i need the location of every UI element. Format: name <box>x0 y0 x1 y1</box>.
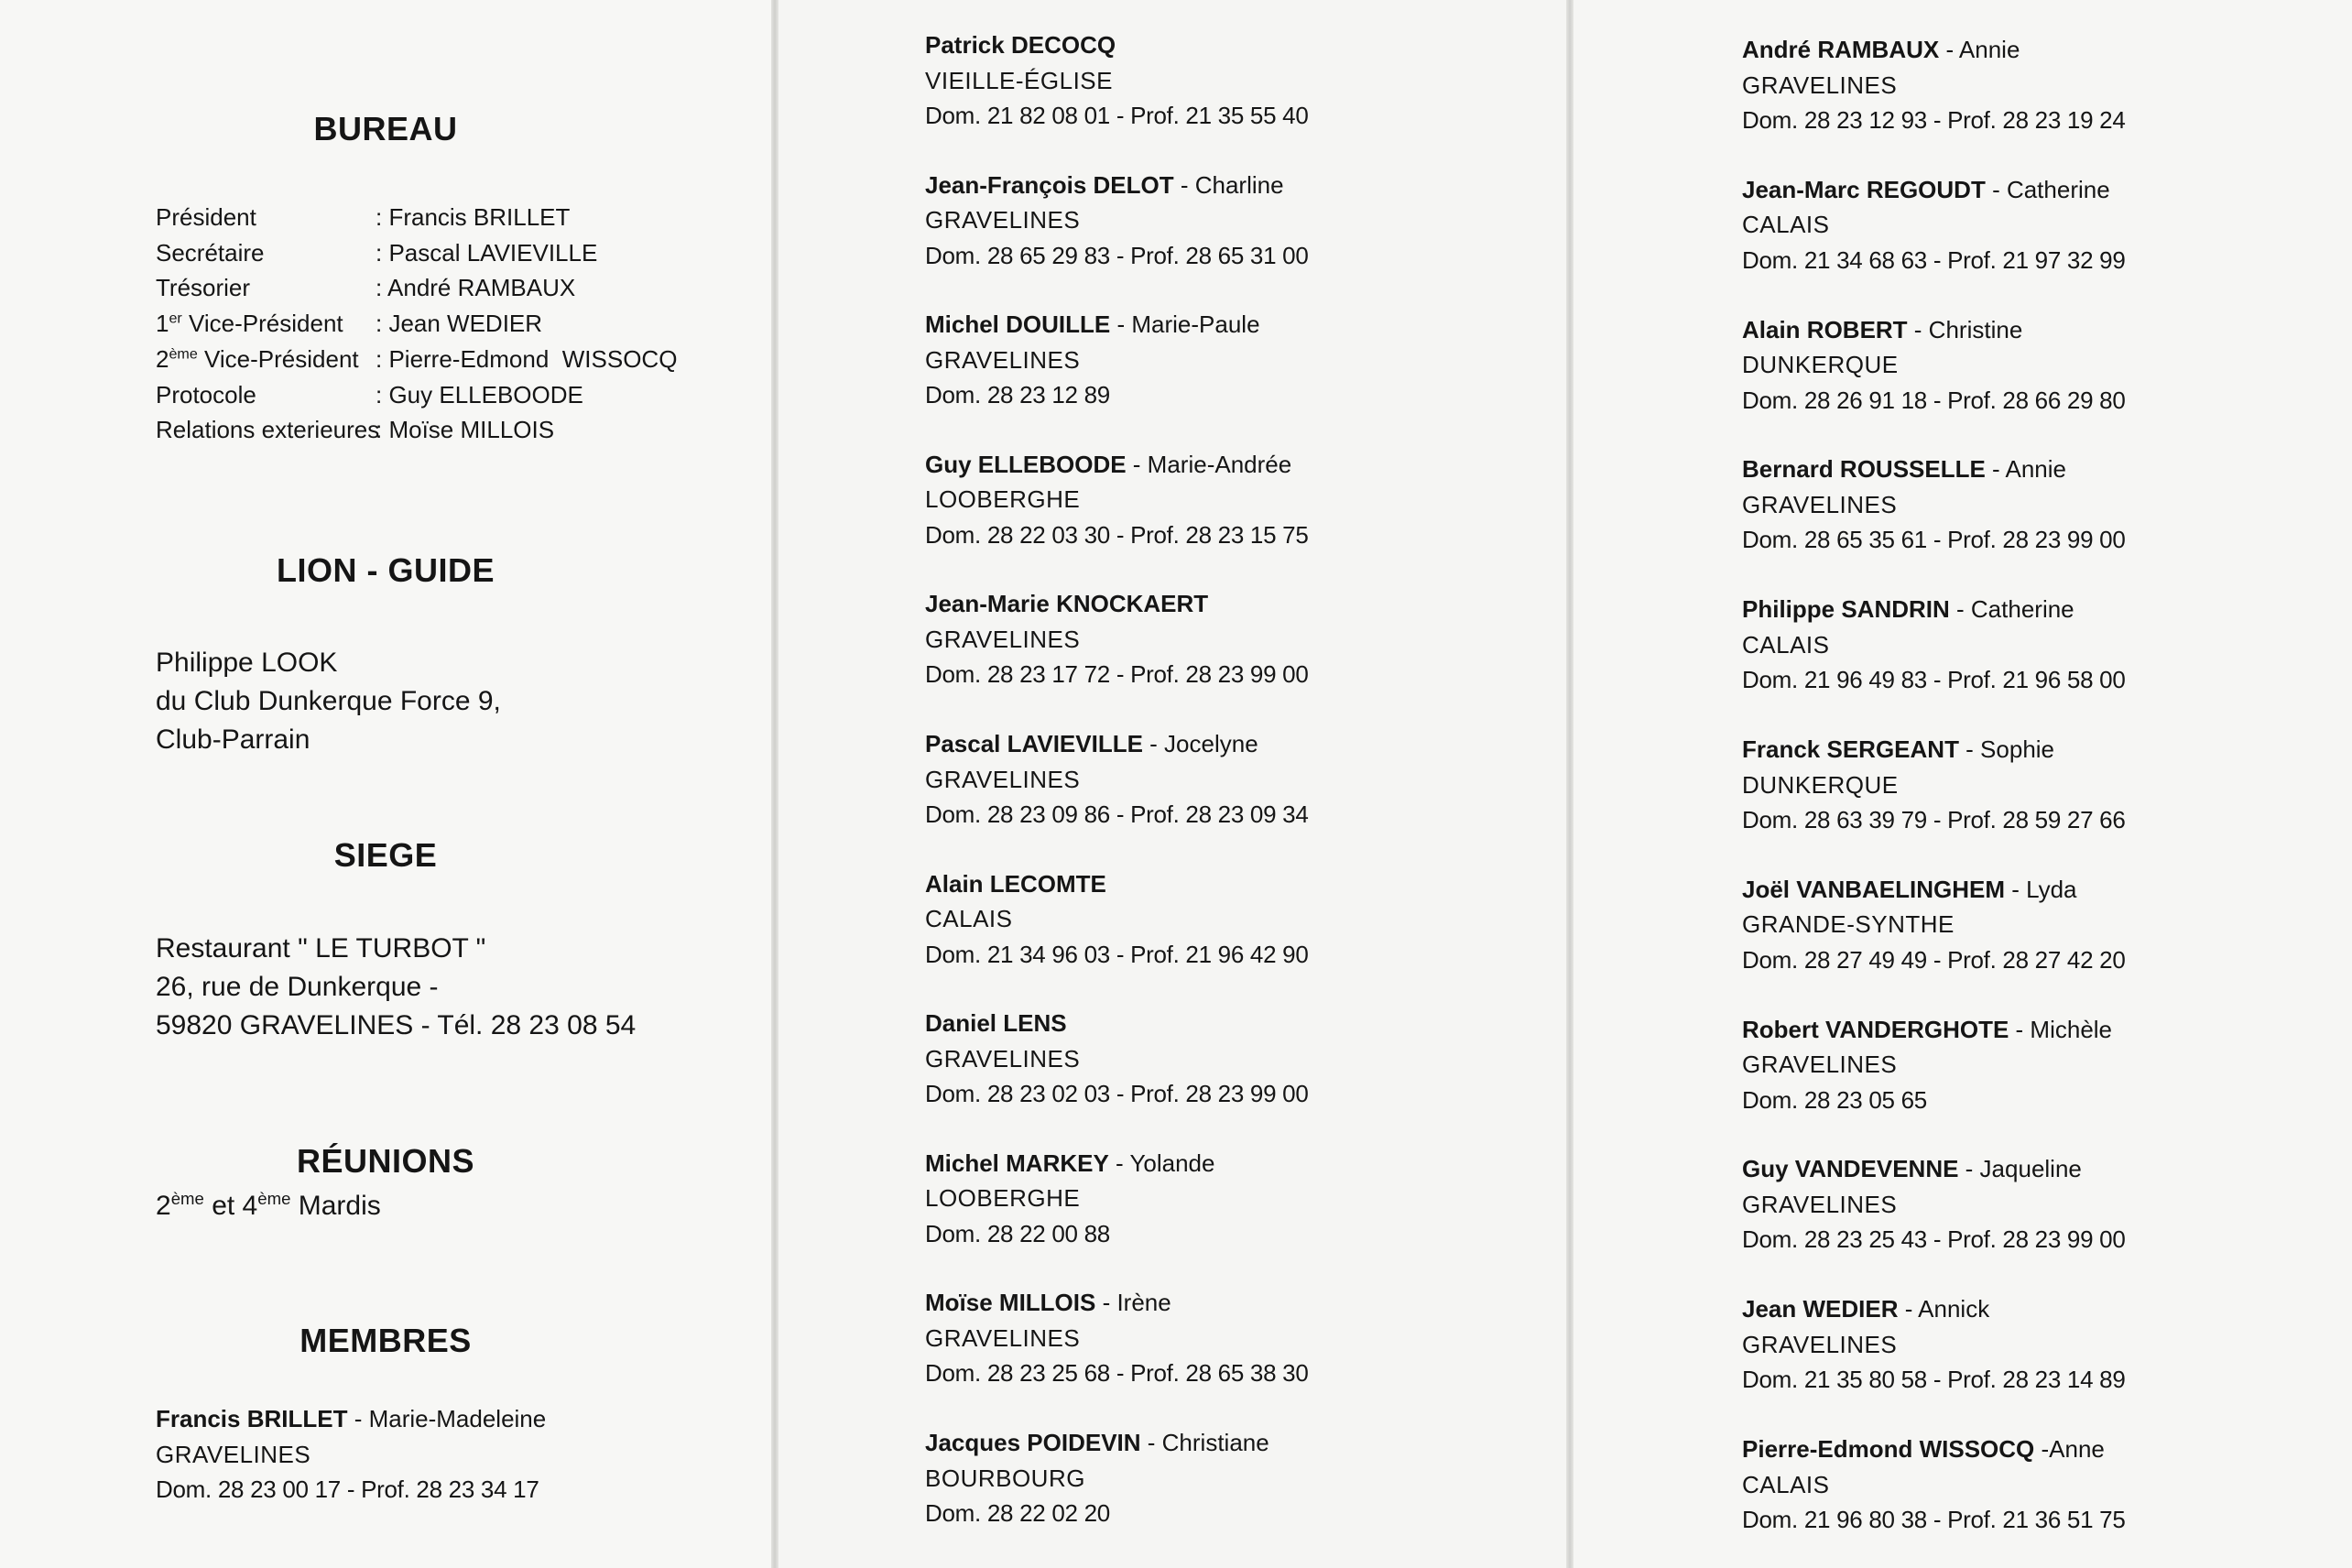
member-city: CALAIS <box>925 905 1013 933</box>
member-name-line <box>925 590 1208 617</box>
member-name: Bernard ROUSSELLE <box>1742 455 1986 484</box>
bureau-row <box>156 412 677 448</box>
member-name-line <box>156 1405 546 1432</box>
bureau-role: Trésorier <box>156 274 251 302</box>
member-name: Pascal LAVIEVILLE <box>925 730 1143 757</box>
member-phone: Dom. 28 23 25 68 - Prof. 28 65 38 30 <box>925 1359 1309 1388</box>
bureau-member: : Francis BRILLET <box>376 203 571 231</box>
lion-guide-text <box>156 644 501 759</box>
member-city: GRAVELINES <box>925 206 1081 234</box>
member-entry <box>1742 1432 2125 1538</box>
bureau-role: Protocole <box>156 380 256 408</box>
member-city: GRAVELINES <box>1742 490 1898 518</box>
member-spouse: - Annie <box>1985 455 2066 484</box>
member-city: VIEILLE-ÉGLISE <box>925 66 1113 94</box>
member-entry <box>925 1285 1308 1391</box>
member-name: Francis BRILLET <box>156 1405 348 1432</box>
member-name: Michel DOUILLE <box>925 310 1111 339</box>
bureau-role <box>156 342 376 377</box>
member-phone: Dom. 28 23 02 03 - Prof. 28 23 99 00 <box>925 1080 1309 1108</box>
member-phone: Dom. 28 23 25 43 - Prof. 28 23 99 00 <box>1742 1225 2126 1254</box>
member-entry <box>1742 1012 2112 1118</box>
member-spouse: - Catherine <box>1949 595 2074 624</box>
member-city: GRANDE-SYNTHE <box>1742 910 1955 939</box>
member-name-line <box>1742 176 2110 203</box>
fold-line <box>1566 0 1573 1568</box>
bureau-heading: BUREAU <box>313 110 458 147</box>
member-entry <box>925 866 1308 973</box>
member-name: Alain LECOMTE <box>925 869 1106 898</box>
siege-address <box>156 930 636 1045</box>
text-line: Club-Parrain <box>156 724 310 755</box>
member-city: DUNKERQUE <box>1742 351 1899 379</box>
member-name-line <box>925 1149 1214 1177</box>
member-spouse: - Christine <box>1907 315 2023 343</box>
member-entry <box>1742 1291 2125 1398</box>
member-city: GRAVELINES <box>1742 71 1898 99</box>
member-spouse: - Marie-Paule <box>1110 310 1260 339</box>
member-phone: Dom. 28 65 29 83 - Prof. 28 65 31 00 <box>925 241 1309 269</box>
member-name: Jean-Marie KNOCKAERT <box>925 590 1209 618</box>
member-city: CALAIS <box>1742 630 1830 659</box>
member-name-line <box>1742 455 2066 483</box>
bureau-row <box>156 270 677 306</box>
member-city: GRAVELINES <box>925 1323 1081 1352</box>
member-spouse: - Marie-Andrée <box>1126 450 1292 478</box>
text-line: du Club Dunkerque Force 9, <box>156 686 501 716</box>
member-name-line <box>925 870 1106 898</box>
member-spouse: - Michèle <box>2009 1015 2113 1043</box>
bureau-member: : Pascal LAVIEVILLE <box>376 238 598 267</box>
bureau-member: : Pierre-Edmond WISSOCQ <box>376 344 678 373</box>
member-phone: Dom. 21 34 96 03 - Prof. 21 96 42 90 <box>925 940 1309 968</box>
bureau-role: Relations exterieures <box>156 416 380 444</box>
member-spouse: - Christiane <box>1140 1429 1269 1456</box>
bureau-member: : Moïse MILLOIS <box>376 416 555 444</box>
member-entry <box>1742 872 2125 978</box>
member-phone: Dom. 28 23 17 72 - Prof. 28 23 99 00 <box>925 660 1309 689</box>
member-entry <box>156 1401 546 1508</box>
ordinal-suffix: ème <box>170 1189 204 1208</box>
member-name: Daniel LENS <box>925 1009 1067 1038</box>
member-entry <box>925 447 1308 553</box>
member-entry <box>925 307 1260 413</box>
bureau-member: : Jean WEDIER <box>376 310 543 338</box>
member-city: GRAVELINES <box>925 345 1081 374</box>
member-phone: Dom. 28 23 12 89 <box>925 381 1110 409</box>
member-entry <box>925 1425 1269 1531</box>
member-phone: Dom. 28 22 00 88 <box>925 1219 1110 1247</box>
member-name-line <box>1742 1155 2082 1182</box>
member-city: BOURBOURG <box>925 1464 1085 1492</box>
member-name: Guy ELLEBOODE <box>925 450 1127 478</box>
member-phone: Dom. 28 23 00 17 - Prof. 28 23 34 17 <box>156 1475 539 1503</box>
member-name: Jean-François DELOT <box>925 170 1174 199</box>
member-phone: Dom. 28 23 05 65 <box>1742 1085 1927 1114</box>
member-name: Alain ROBERT <box>1742 315 1908 343</box>
fold-line <box>771 0 779 1568</box>
member-entry <box>1742 172 2125 278</box>
member-name-line <box>1742 735 2054 763</box>
member-name: Michel MARKEY <box>925 1149 1109 1177</box>
member-spouse: - Charline <box>1173 170 1284 199</box>
member-phone: Dom. 28 65 35 61 - Prof. 28 23 99 00 <box>1742 526 2126 554</box>
member-entry <box>1742 312 2125 419</box>
member-phone: Dom. 21 96 49 83 - Prof. 21 96 58 00 <box>1742 666 2126 694</box>
member-name-line <box>1742 1016 2112 1043</box>
member-phone: Dom. 28 26 91 18 - Prof. 28 66 29 80 <box>1742 386 2126 414</box>
member-phone: Dom. 28 23 12 93 - Prof. 28 23 19 24 <box>1742 106 2126 134</box>
member-name: André RAMBAUX <box>1742 36 1940 63</box>
member-city: GRAVELINES <box>925 765 1081 793</box>
bureau-role <box>156 306 376 342</box>
member-spouse: - Catherine <box>1985 175 2110 203</box>
member-name-line <box>925 730 1258 757</box>
member-spouse: - Sophie <box>1958 735 2055 763</box>
member-name-line <box>925 451 1291 478</box>
member-city: GRAVELINES <box>156 1440 311 1468</box>
member-city: GRAVELINES <box>1742 1190 1898 1218</box>
reunions-heading: RÉUNIONS <box>296 1142 475 1180</box>
member-spouse: - Annick <box>1898 1295 1990 1323</box>
member-city: GRAVELINES <box>1742 1051 1898 1079</box>
bureau-role: Secrétaire <box>156 238 265 267</box>
member-city: CALAIS <box>1742 211 1830 239</box>
role-ordinal-suffix: er <box>169 310 182 327</box>
role-title: Vice-Président <box>197 344 359 373</box>
member-spouse: - Irène <box>1095 1289 1171 1317</box>
text-line: Restaurant " LE TURBOT " <box>156 933 486 964</box>
bureau-list <box>156 200 677 448</box>
member-name-line <box>1742 876 2077 903</box>
reunions-schedule <box>156 1191 381 1222</box>
member-city: GRAVELINES <box>925 625 1081 653</box>
member-entry <box>1742 32 2125 138</box>
bureau-role: Président <box>156 203 256 231</box>
member-name: Guy VANDEVENNE <box>1742 1155 1959 1183</box>
member-spouse: - Marie-Madeleine <box>347 1405 547 1432</box>
member-entry <box>1742 592 2125 698</box>
member-name: Jean WEDIER <box>1742 1295 1899 1323</box>
member-spouse: - Lyda <box>2005 875 2077 903</box>
member-entry <box>925 726 1308 833</box>
member-entry <box>1742 732 2125 838</box>
member-phone: Dom. 21 35 80 58 - Prof. 28 23 14 89 <box>1742 1366 2126 1394</box>
member-spouse: - Jocelyne <box>1142 730 1258 757</box>
role-ordinal: 1 <box>156 310 169 338</box>
member-phone: Dom. 28 27 49 49 - Prof. 28 27 42 20 <box>1742 945 2126 974</box>
member-spouse: - Jaqueline <box>1958 1155 2082 1183</box>
member-entry <box>1742 1151 2125 1258</box>
member-entry <box>1742 452 2125 558</box>
member-name: Moïse MILLOIS <box>925 1289 1096 1317</box>
member-name-line <box>925 171 1284 199</box>
member-name: Philippe SANDRIN <box>1742 595 1950 624</box>
role-title: Vice-Président <box>181 310 343 338</box>
member-name-line <box>1742 1435 2105 1463</box>
schedule-text: Mardis <box>290 1191 381 1221</box>
bureau-member: : Guy ELLEBOODE <box>376 380 583 408</box>
member-entry <box>925 168 1308 274</box>
member-spouse: -Anne <box>2034 1435 2105 1463</box>
lion-guide-heading: LION - GUIDE <box>277 551 495 589</box>
member-phone: Dom. 21 82 08 01 - Prof. 21 35 55 40 <box>925 102 1309 129</box>
bureau-row <box>156 306 677 342</box>
member-name: Jean-Marc REGOUDT <box>1742 175 1986 203</box>
role-ordinal-suffix: ème <box>169 345 198 363</box>
member-entry <box>925 586 1308 692</box>
member-city: CALAIS <box>1742 1470 1830 1498</box>
member-name: Patrick DECOCQ <box>925 31 1116 59</box>
member-city: DUNKERQUE <box>1742 770 1899 799</box>
member-entry <box>925 1146 1214 1252</box>
text-line: 26, rue de Dunkerque - <box>156 972 439 1002</box>
member-phone: Dom. 28 63 39 79 - Prof. 28 59 27 66 <box>1742 806 2126 833</box>
member-name-line <box>925 31 1116 59</box>
member-name-line <box>1742 1295 1989 1323</box>
member-entry <box>925 27 1308 134</box>
bureau-member: : André RAMBAUX <box>376 274 576 302</box>
ordinal-suffix: ème <box>257 1189 291 1208</box>
member-name-line <box>1742 36 2020 63</box>
member-name-line <box>925 1289 1171 1316</box>
bureau-row <box>156 200 677 235</box>
member-entry <box>925 1006 1308 1112</box>
member-name-line <box>925 1429 1269 1456</box>
member-city: LOOBERGHE <box>925 1184 1081 1213</box>
member-name: Franck SERGEANT <box>1742 735 1959 763</box>
member-spouse: - Yolande <box>1108 1149 1215 1177</box>
bureau-row <box>156 377 677 413</box>
member-phone: Dom. 28 22 03 30 - Prof. 28 23 15 75 <box>925 520 1309 549</box>
membres-heading: MEMBRES <box>299 1322 472 1359</box>
member-city: GRAVELINES <box>1742 1330 1898 1358</box>
member-name: Jacques POIDEVIN <box>925 1429 1141 1456</box>
member-name-line <box>1742 595 2074 623</box>
member-phone: Dom. 21 34 68 63 - Prof. 21 97 32 99 <box>1742 245 2126 274</box>
member-name-line <box>925 310 1260 338</box>
member-name-line <box>925 1009 1067 1037</box>
member-phone: Dom. 28 22 02 20 <box>925 1499 1110 1527</box>
member-name: Robert VANDERGHOTE <box>1742 1015 2009 1043</box>
bureau-row <box>156 342 677 377</box>
schedule-text: et 4 <box>203 1191 258 1221</box>
member-name: Joël VANBAELINGHEM <box>1742 875 2005 903</box>
text-line: 59820 GRAVELINES - Tél. 28 23 08 54 <box>156 1010 637 1040</box>
siege-heading: SIEGE <box>333 836 438 874</box>
member-name-line <box>1742 316 2022 343</box>
member-city: GRAVELINES <box>925 1044 1081 1073</box>
member-name: Pierre-Edmond WISSOCQ <box>1742 1435 2035 1463</box>
member-phone: Dom. 28 23 09 86 - Prof. 28 23 09 34 <box>925 800 1309 828</box>
text-line: Philippe LOOK <box>156 648 338 678</box>
member-phone: Dom. 21 96 80 38 - Prof. 21 36 51 75 <box>1742 1506 2126 1533</box>
member-spouse: - Annie <box>1939 36 2020 63</box>
member-city: LOOBERGHE <box>925 485 1081 514</box>
ordinal: 2 <box>156 1191 171 1221</box>
bureau-row <box>156 235 677 271</box>
role-ordinal: 2 <box>156 344 169 373</box>
